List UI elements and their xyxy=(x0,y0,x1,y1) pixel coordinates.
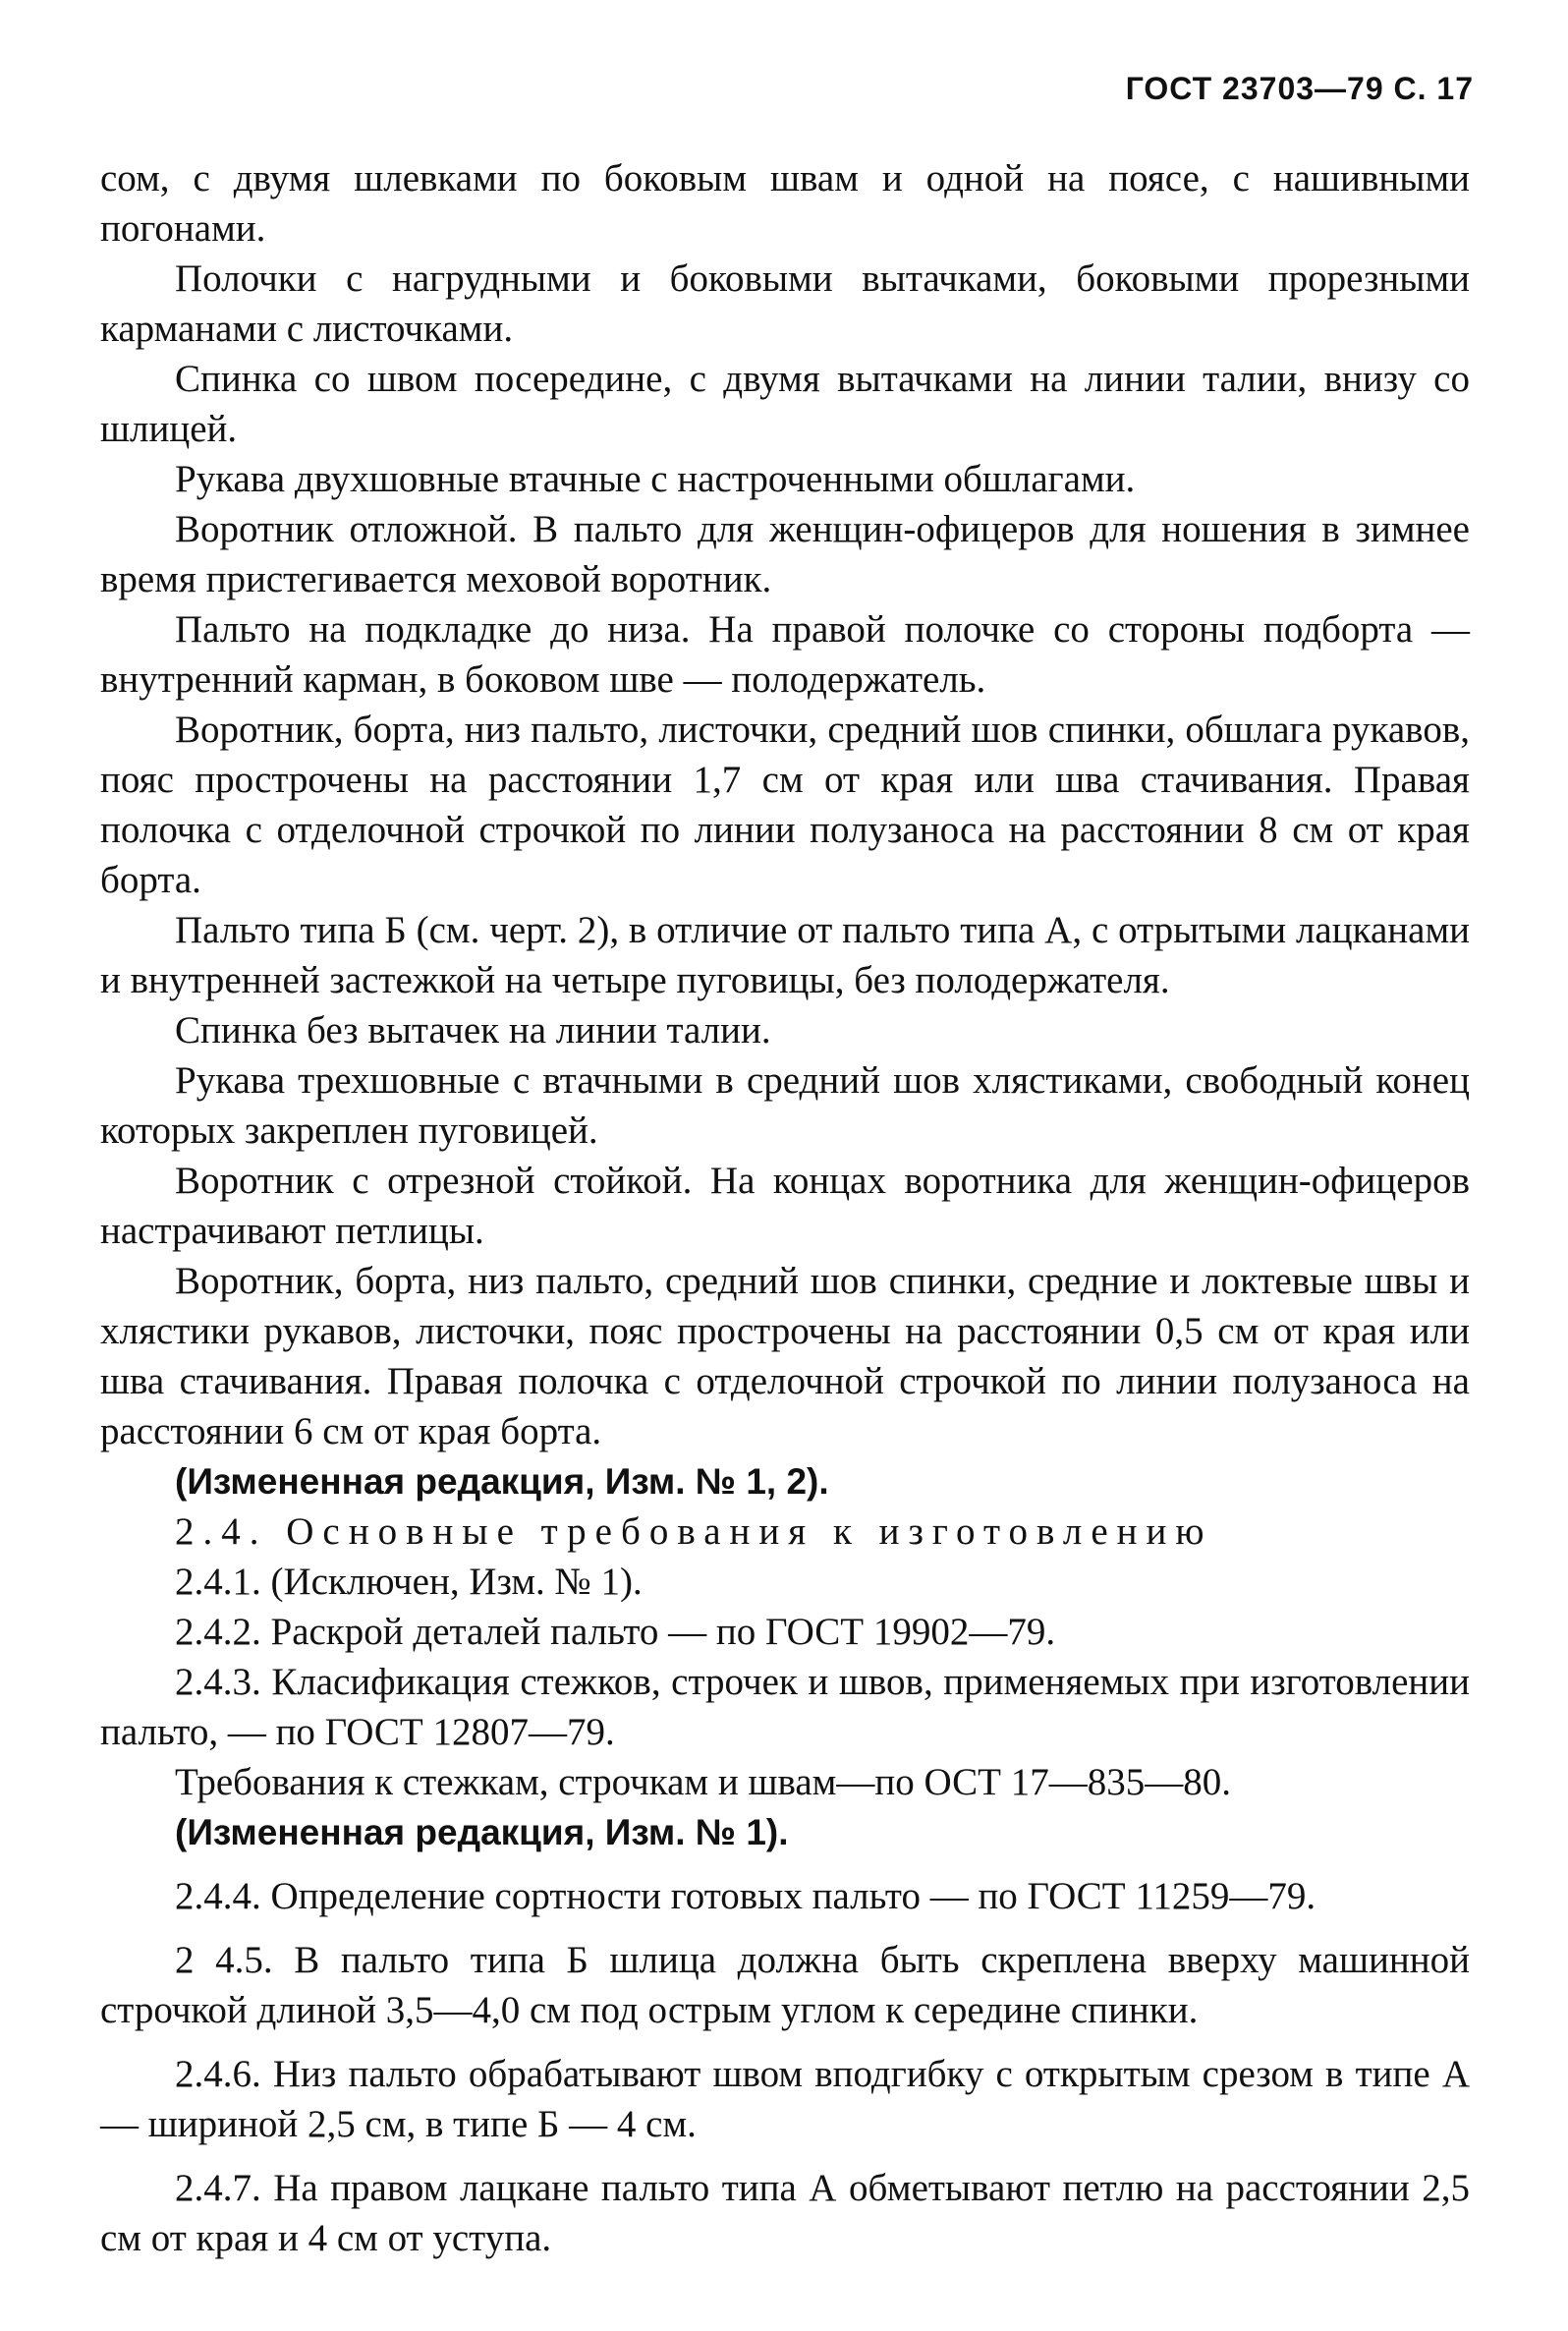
section-heading: 2.4. Основные требования к изготовлению xyxy=(175,1510,1213,1553)
clause-2-4-2: 2.4.2. Раскрой деталей пальто — по ГОСТ 19902—79. xyxy=(175,1611,1056,1653)
paragraph-lining: Пальто на подкладке до низа. На правой полочке со стороны подборта — внутренний карман, в боковом шве — полодержатель. xyxy=(100,608,1470,701)
amendment-note-1: (Измененная редакция, Изм. № 1, 2). xyxy=(175,1461,829,1502)
paragraph-type-b: Пальто типа Б (см. черт. 2), в отличие от пальто типа А, с отрытыми лацканами и внутренней застежкой на четыре пуговицы, без полодержателя. xyxy=(100,909,1470,1001)
paragraph-collar-b: Воротник с отрезной стойкой. На концах воротника для женщин-офицеров настрачивают петлицы. xyxy=(100,1160,1470,1252)
clause-2-4-3: 2.4.3. Класификация стежков, строчек и швов, применяемых при изготовлении пальто, — по ГОСТ 12807—79. xyxy=(100,1661,1470,1753)
amendment-note-2: (Измененная редакция, Изм. № 1). xyxy=(175,1812,789,1852)
paragraph-collar: Воротник отложной. В пальто для женщин-офицеров для ношения в зимнее время пристегивается меховой воротник. xyxy=(100,508,1470,600)
paragraph-stitching-b: Воротник, борта, низ пальто, средний шов спинки, средние и локтевые швы и хлястики рукавов, листочки, пояс прострочены на расстоянии 0,5 см от края или шва стачивания. Правая полочка с отделочной строчкой по линии полузаноса на расстоянии 6 см от края борта. xyxy=(100,1260,1470,1452)
paragraph-sleeves: Рукава двухшовные втачные с настроченными обшлагами. xyxy=(175,458,1136,500)
paragraph-requirements: Требования к стежкам, строчкам и швам—по ОСТ 17—835—80. xyxy=(175,1761,1231,1803)
clause-2-4-5: 2 4.5. В пальто типа Б шлица должна быть скреплена вверху машинной строчкой длиной 3,5—4,0 см под острым углом к середине спинки. xyxy=(100,1939,1470,2031)
document-body xyxy=(100,153,1470,2263)
paragraph-stitching-a: Воротник, борта, низ пальто, листочки, средний шов спинки, обшлага рукавов, пояс прострочены на расстоянии 1,7 см от края или шва стачивания. Правая полочка с отделочной строчкой по линии полузаноса на расстоянии 8 см от края борта. xyxy=(100,709,1470,901)
clause-2-4-1: 2.4.1. (Исключен, Изм. № 1). xyxy=(175,1561,643,1603)
page-header: ГОСТ 23703—79 С. 17 xyxy=(1125,71,1474,106)
clause-2-4-4: 2.4.4. Определение сортности готовых пальто — по ГОСТ 11259—79. xyxy=(175,1875,1316,1917)
paragraph-back-b: Спинка без вытачек на линии талии. xyxy=(175,1009,771,1052)
paragraph-front-panels: Полочки с нагрудными и боковыми вытачками, боковыми прорезными карманами с листочками. xyxy=(100,257,1470,350)
clause-2-4-7: 2.4.7. На правом лацкане пальто типа А обметывают петлю на расстоянии 2,5 см от края и 4 см от уступа. xyxy=(100,2167,1470,2259)
paragraph-continuation: сом, с двумя шлевками по боковым швам и одной на поясе, с нашивными погонами. xyxy=(100,157,1470,250)
paragraph-sleeves-b: Рукава трехшовные с втачными в средний шов хлястиками, свободный конец которых закреплен пуговицей. xyxy=(100,1059,1470,1152)
paragraph-back: Спинка со швом посередине, с двумя вытачками на линии талии, внизу со шлицей. xyxy=(100,358,1470,450)
clause-2-4-6: 2.4.6. Низ пальто обрабатывают швом вподгибку с открытым срезом в типе А — шириной 2,5 см, в типе Б — 4 см. xyxy=(100,2053,1470,2145)
